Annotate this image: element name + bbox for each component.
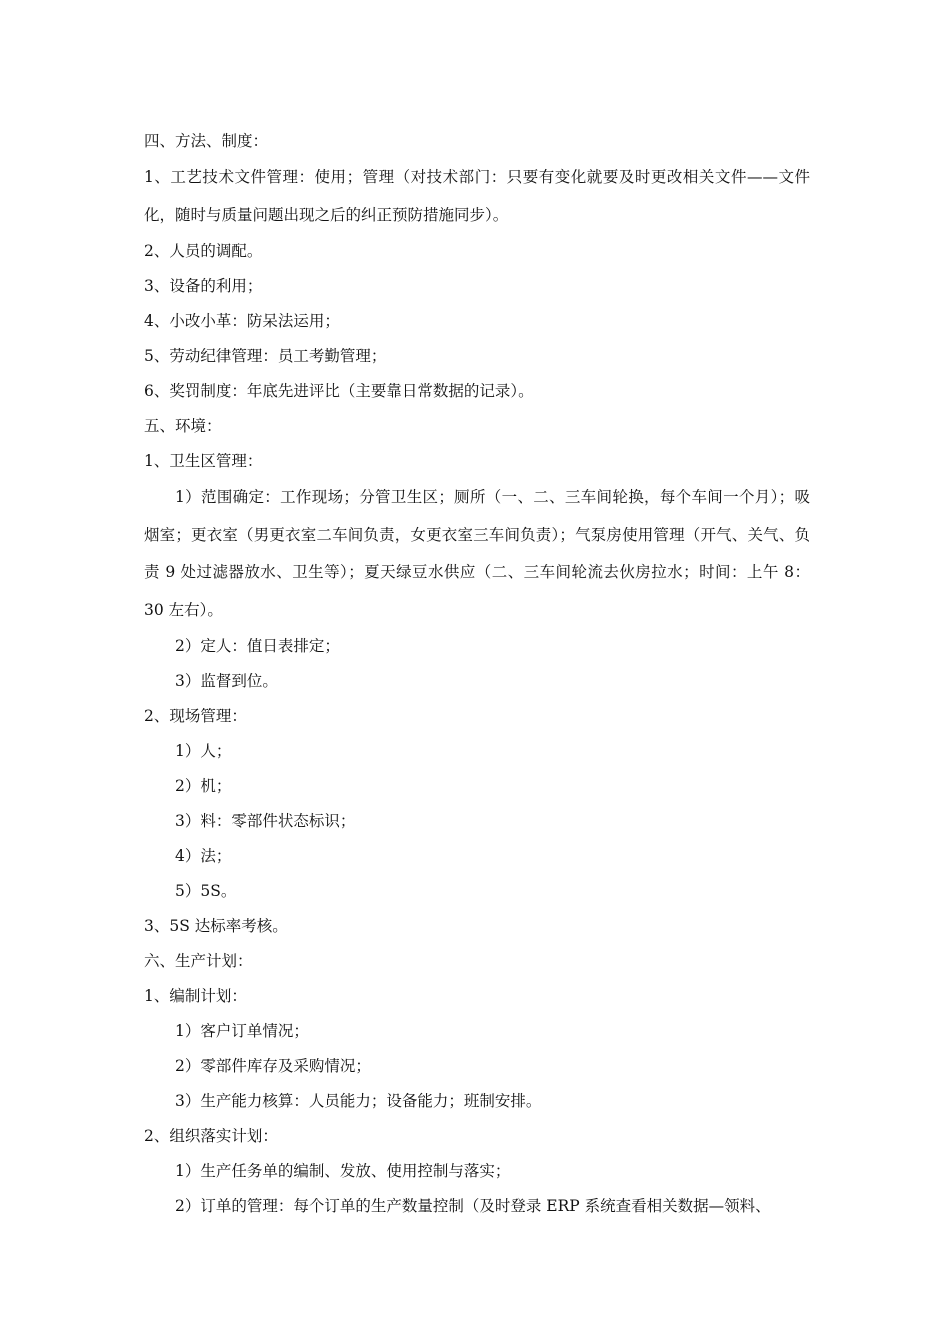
paragraph-hygiene-area: 1、卫生区管理： xyxy=(144,452,263,470)
list-item-capacity: 3）生产能力核算：人员能力；设备能力；班制安排。 xyxy=(175,1092,542,1110)
list-item-5s: 5）5S。 xyxy=(175,882,237,900)
list-item-material: 3）料：零部件状态标识； xyxy=(175,812,356,830)
paragraph-5s-assessment: 3、5S 达标率考核。 xyxy=(144,917,288,935)
heading-section-5: 五、环境： xyxy=(144,417,222,435)
heading-section-4: 四、方法、制度： xyxy=(144,132,269,150)
heading-section-6: 六、生产计划： xyxy=(144,952,253,970)
paragraph-5-discipline: 5、劳动纪律管理：员工考勤管理； xyxy=(144,347,387,365)
paragraph-6-rewards: 6、奖罚制度：年底先进评比（主要靠日常数据的记录）。 xyxy=(144,382,534,400)
paragraph-3-equipment: 3、设备的利用； xyxy=(144,277,263,295)
list-item-task-orders: 1）生产任务单的编制、发放、使用控制与落实； xyxy=(175,1162,511,1180)
document-body xyxy=(144,124,810,1224)
list-item-inventory: 2）零部件库存及采购情况； xyxy=(175,1057,371,1075)
paragraph-site-management: 2、现场管理： xyxy=(144,707,247,725)
list-item-machine: 2）机； xyxy=(175,777,232,795)
paragraph-make-plan: 1、编制计划： xyxy=(144,987,247,1005)
paragraph-4-improvement: 4、小改小革：防呆法运用； xyxy=(144,312,340,330)
list-item-method: 4）法； xyxy=(175,847,232,865)
list-item-order-management: 2）订单的管理：每个订单的生产数量控制（及时登录 ERP 系统查看相关数据—领料、 xyxy=(175,1197,771,1215)
list-item-orders: 1）客户订单情况； xyxy=(175,1022,309,1040)
paragraph-2-staffing: 2、人员的调配。 xyxy=(144,242,263,260)
paragraph-1-process-docs: 1、工艺技术文件管理：使用；管理（对技术部门：只要有变化就要及时更改相关文件——文件化，随时与质量问题出现之后的纠正预防措施同步）。 xyxy=(144,168,810,224)
list-item-assign: 2）定人：值日表排定； xyxy=(175,637,340,655)
paragraph-scope: 1）范围确定：工作现场；分管卫生区；厕所（一、二、三车间轮换，每个车间一个月）；吸烟室；更衣室（男更衣室二车间负责，女更衣室三车间负责）；气泵房使用管理（开气、关气、负责 9 处过滤器放水、卫生等）；夏天绿豆水供应（二、三车间轮流去伙房拉水；时间：上午 8：30 左右）。 xyxy=(144,488,810,619)
paragraph-execute-plan: 2、组织落实计划： xyxy=(144,1127,278,1145)
list-item-people: 1）人； xyxy=(175,742,232,760)
list-item-supervise: 3）监督到位。 xyxy=(175,672,278,690)
